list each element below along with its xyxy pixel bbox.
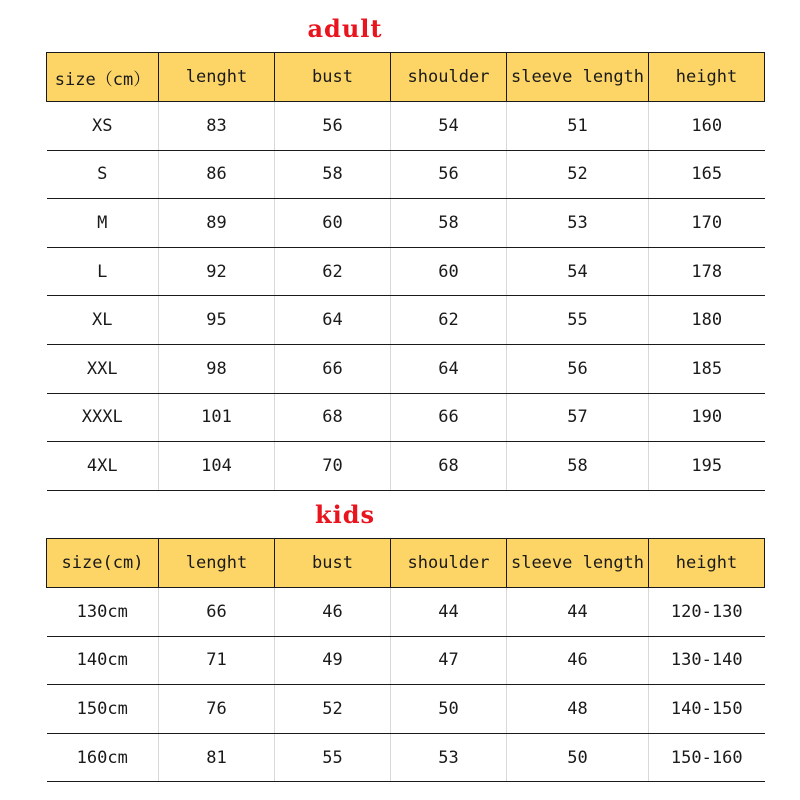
cell-size: L bbox=[47, 247, 159, 296]
cell-bust: 60 bbox=[275, 199, 391, 248]
cell-length: 101 bbox=[159, 393, 275, 442]
cell-shoulder: 47 bbox=[391, 636, 507, 685]
table-row bbox=[47, 393, 765, 442]
cell-bust: 58 bbox=[275, 150, 391, 199]
cell-bust: 64 bbox=[275, 296, 391, 345]
cell-sleeve-length: 46 bbox=[507, 636, 649, 685]
cell-height: 150-160 bbox=[649, 733, 765, 782]
header-shoulder: shoulder bbox=[391, 539, 507, 588]
cell-size: XL bbox=[47, 296, 159, 345]
cell-height: 180 bbox=[649, 296, 765, 345]
header-length: lenght bbox=[159, 53, 275, 102]
cell-height: 178 bbox=[649, 247, 765, 296]
cell-height: 165 bbox=[649, 150, 765, 199]
cell-size: S bbox=[47, 150, 159, 199]
table-row bbox=[47, 588, 765, 637]
cell-size: 140cm bbox=[47, 636, 159, 685]
cell-length: 81 bbox=[159, 733, 275, 782]
kids-size-table bbox=[46, 538, 765, 782]
cell-sleeve-length: 55 bbox=[507, 296, 649, 345]
cell-shoulder: 44 bbox=[391, 588, 507, 637]
cell-length: 92 bbox=[159, 247, 275, 296]
cell-size: XS bbox=[47, 102, 159, 151]
header-size: size(cm) bbox=[47, 539, 159, 588]
cell-height: 160 bbox=[649, 102, 765, 151]
header-length: lenght bbox=[159, 539, 275, 588]
table-row bbox=[47, 247, 765, 296]
cell-shoulder: 64 bbox=[391, 344, 507, 393]
cell-bust: 62 bbox=[275, 247, 391, 296]
cell-sleeve-length: 48 bbox=[507, 685, 649, 734]
cell-sleeve-length: 44 bbox=[507, 588, 649, 637]
cell-bust: 70 bbox=[275, 442, 391, 491]
cell-size: M bbox=[47, 199, 159, 248]
cell-shoulder: 62 bbox=[391, 296, 507, 345]
cell-length: 66 bbox=[159, 588, 275, 637]
cell-height: 120-130 bbox=[649, 588, 765, 637]
table-row bbox=[47, 636, 765, 685]
table-row bbox=[47, 296, 765, 345]
cell-shoulder: 68 bbox=[391, 442, 507, 491]
cell-length: 76 bbox=[159, 685, 275, 734]
kids-section-title: kids bbox=[314, 500, 376, 529]
cell-height: 130-140 bbox=[649, 636, 765, 685]
table-row bbox=[47, 733, 765, 782]
cell-height: 185 bbox=[649, 344, 765, 393]
header-sleeve-length: sleeve length bbox=[507, 53, 649, 102]
header-height: height bbox=[649, 53, 765, 102]
cell-sleeve-length: 50 bbox=[507, 733, 649, 782]
cell-bust: 49 bbox=[275, 636, 391, 685]
table-header-row bbox=[47, 53, 765, 102]
cell-length: 71 bbox=[159, 636, 275, 685]
table-row bbox=[47, 685, 765, 734]
cell-size: XXXL bbox=[47, 393, 159, 442]
cell-length: 83 bbox=[159, 102, 275, 151]
cell-size: 130cm bbox=[47, 588, 159, 637]
table-row bbox=[47, 442, 765, 491]
header-height: height bbox=[649, 539, 765, 588]
cell-sleeve-length: 56 bbox=[507, 344, 649, 393]
cell-sleeve-length: 57 bbox=[507, 393, 649, 442]
table-row bbox=[47, 344, 765, 393]
cell-sleeve-length: 52 bbox=[507, 150, 649, 199]
header-bust: bust bbox=[275, 53, 391, 102]
cell-length: 104 bbox=[159, 442, 275, 491]
cell-length: 98 bbox=[159, 344, 275, 393]
table-row bbox=[47, 102, 765, 151]
header-sleeve-length: sleeve length bbox=[507, 539, 649, 588]
cell-sleeve-length: 53 bbox=[507, 199, 649, 248]
cell-bust: 55 bbox=[275, 733, 391, 782]
cell-sleeve-length: 51 bbox=[507, 102, 649, 151]
cell-shoulder: 58 bbox=[391, 199, 507, 248]
cell-bust: 52 bbox=[275, 685, 391, 734]
cell-shoulder: 50 bbox=[391, 685, 507, 734]
cell-length: 86 bbox=[159, 150, 275, 199]
table-row bbox=[47, 199, 765, 248]
adult-size-table bbox=[46, 52, 765, 491]
cell-sleeve-length: 54 bbox=[507, 247, 649, 296]
cell-size: 150cm bbox=[47, 685, 159, 734]
cell-bust: 66 bbox=[275, 344, 391, 393]
table-header-row bbox=[47, 539, 765, 588]
cell-height: 190 bbox=[649, 393, 765, 442]
cell-shoulder: 54 bbox=[391, 102, 507, 151]
cell-height: 195 bbox=[649, 442, 765, 491]
header-shoulder: shoulder bbox=[391, 53, 507, 102]
cell-length: 95 bbox=[159, 296, 275, 345]
cell-bust: 68 bbox=[275, 393, 391, 442]
cell-shoulder: 53 bbox=[391, 733, 507, 782]
cell-shoulder: 60 bbox=[391, 247, 507, 296]
cell-size: XXL bbox=[47, 344, 159, 393]
cell-size: 4XL bbox=[47, 442, 159, 491]
cell-length: 89 bbox=[159, 199, 275, 248]
header-bust: bust bbox=[275, 539, 391, 588]
cell-height: 140-150 bbox=[649, 685, 765, 734]
cell-size: 160cm bbox=[47, 733, 159, 782]
cell-bust: 56 bbox=[275, 102, 391, 151]
cell-height: 170 bbox=[649, 199, 765, 248]
cell-shoulder: 56 bbox=[391, 150, 507, 199]
cell-shoulder: 66 bbox=[391, 393, 507, 442]
table-row bbox=[47, 150, 765, 199]
cell-sleeve-length: 58 bbox=[507, 442, 649, 491]
cell-bust: 46 bbox=[275, 588, 391, 637]
adult-section-title: adult bbox=[307, 14, 383, 43]
header-size: size（cm） bbox=[47, 53, 159, 102]
